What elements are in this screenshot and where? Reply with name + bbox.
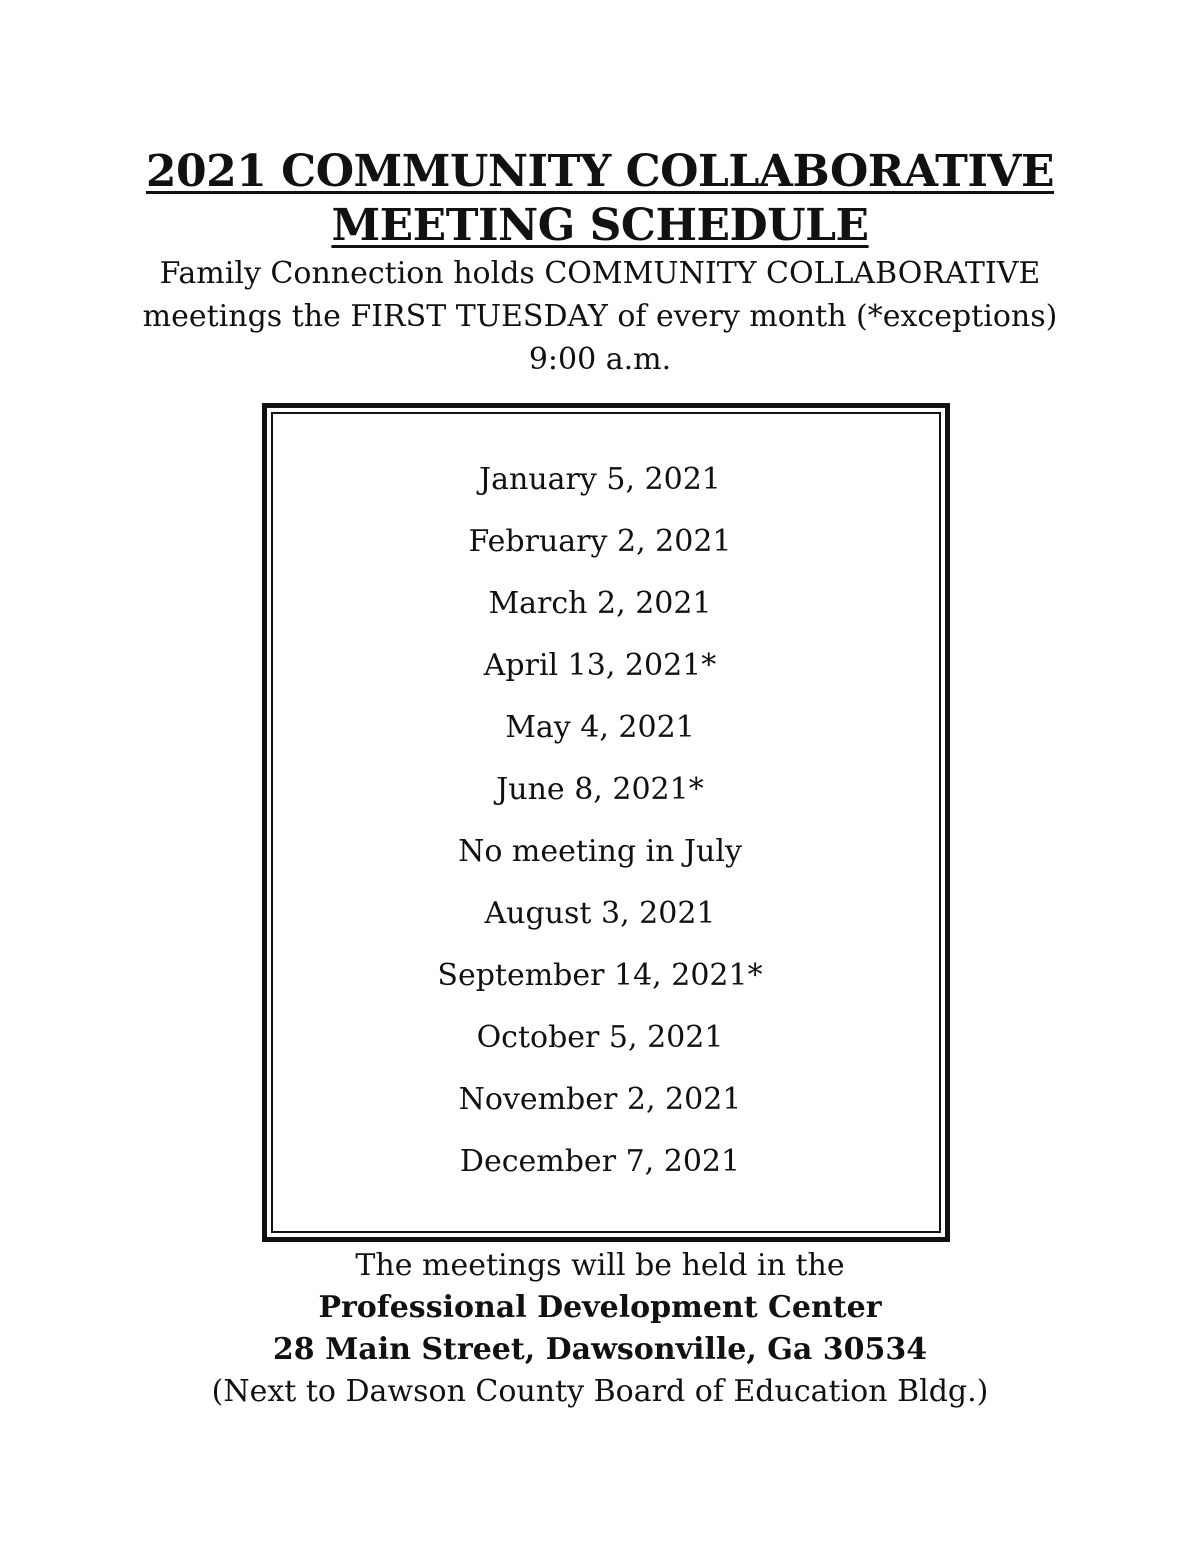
schedule-date-september: September 14, 2021* — [437, 958, 763, 993]
schedule-date-june: June 8, 2021* — [496, 772, 704, 807]
schedule-date-december: December 7, 2021 — [459, 1144, 741, 1179]
schedule-date-august: August 3, 2021 — [484, 896, 716, 931]
schedule-date-april: April 13, 2021* — [483, 648, 717, 683]
intro-line-2: meetings the FIRST TUESDAY of every month (*exceptions) — [142, 299, 1058, 334]
schedule-date-january: January 5, 2021 — [479, 462, 721, 497]
page-title-line-1: 2021 COMMUNITY COLLABORATIVE — [145, 146, 1055, 197]
schedule-date-may: May 4, 2021 — [505, 710, 695, 745]
schedule-note-july: No meeting in July — [458, 834, 742, 869]
page-title-line-2: MEETING SCHEDULE — [331, 200, 869, 251]
schedule-date-october: October 5, 2021 — [476, 1020, 724, 1055]
meeting-time: 9:00 a.m. — [528, 342, 672, 377]
location-note: (Next to Dawson County Board of Education Bldg.) — [211, 1374, 989, 1409]
location-intro: The meetings will be held in the — [355, 1248, 845, 1283]
schedule-date-february: February 2, 2021 — [468, 524, 732, 559]
location-address: 28 Main Street, Dawsonville, Ga 30534 — [272, 1332, 928, 1367]
schedule-date-november: November 2, 2021 — [458, 1082, 742, 1117]
location-venue: Professional Development Center — [318, 1290, 882, 1325]
intro-line-1: Family Connection holds COMMUNITY COLLABORATIVE — [159, 256, 1041, 291]
schedule-date-march: March 2, 2021 — [488, 586, 712, 621]
